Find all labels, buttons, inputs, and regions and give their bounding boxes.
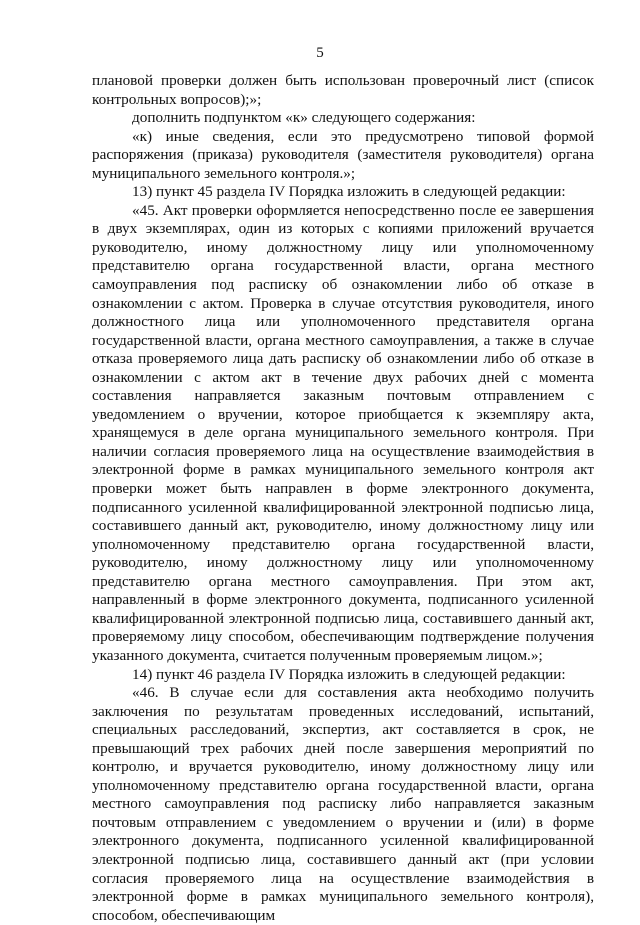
document-body bbox=[92, 72, 594, 925]
paragraph-clause-46: «46. В случае если для составления акта необходимо получить заключения по результатам проведенных исследований, испытаний, специальных расследований, экспертиз, акт составляется в срок, не превышающий трех рабочих дней после завершения мероприятий по контролю, и вручается руководителю, иному должностному лицу или уполномоченному представителю органа государственной власти, органа местного самоуправления под расписку либо направляется заказным почтовым отправлением с уведомлением о вручении и (или) в форме электронного документа, подписанного усиленной квалифицированной электронной подписью лица, составившего данный акт (при условии согласия проверяемого лица на осуществление взаимодействия в электронной форме в рамках муниципального земельного контроля), способом, обеспечивающим bbox=[92, 684, 594, 924]
paragraph-clause-45: «45. Акт проверки оформляется непосредственно после ее завершения в двух экземплярах, один из которых с копиями приложений вручается руководителю, иному должностному лицу или уполномоченному представителю органа государственной власти, органа местного самоуправления под расписку об ознакомлении либо об отказе в ознакомлении с актом. Проверка в случае отсутствия руководителя, иного должностного лица или уполномоченного представителя органа государственной власти, органа местного самоуправления, а также в случае отказа проверяемого лица дать расписку об ознакомлении либо об отказе в ознакомлении с актом акт в течение двух рабочих дней с момента составления направляется заказным почтовым отправлением с уведомлением о вручении, которое приобщается к экземпляру акта, хранящемуся в деле органа муниципального земельного контроля. При наличии согласия проверяемого лица на осуществление взаимодействия в электронной форме в рамках муниципального земельного контроля акт проверки может быть направлен в форме электронного документа, подписанного усиленной квалифицированной электронной подписью лица, составившего данный акт, руководителю, иному должностному лицу или уполномоченному представителю органа государственной власти, руководителю, иному должностному лицу или уполномоченному представителю органа местного самоуправления. При этом акт, направленный в форме электронного документа, подписанного усиленной квалифицированной электронной подписью лица, составившего данный акт, проверяемому лицу способом, обеспечивающим подтверждение получения указанного документа, считается полученным проверяемым лицом.»; bbox=[92, 201, 594, 664]
paragraph-continuation: плановой проверки должен быть использован проверочный лист (список контрольных вопросов);»; bbox=[92, 72, 594, 108]
paragraph-subitem-k: «к) иные сведения, если это предусмотрено типовой формой распоряжения (приказа) руководителя (заместителя руководителя) органа муниципального земельного контроля.»; bbox=[92, 127, 594, 182]
paragraph-item-14: 14) пункт 46 раздела IV Порядка изложить в следующей редакции: bbox=[132, 665, 566, 683]
paragraph-item-13: 13) пункт 45 раздела IV Порядка изложить в следующей редакции: bbox=[132, 183, 566, 201]
page-number: 5 bbox=[316, 45, 324, 61]
paragraph-add-subitem: дополнить подпунктом «к» следующего содержания: bbox=[132, 109, 476, 127]
